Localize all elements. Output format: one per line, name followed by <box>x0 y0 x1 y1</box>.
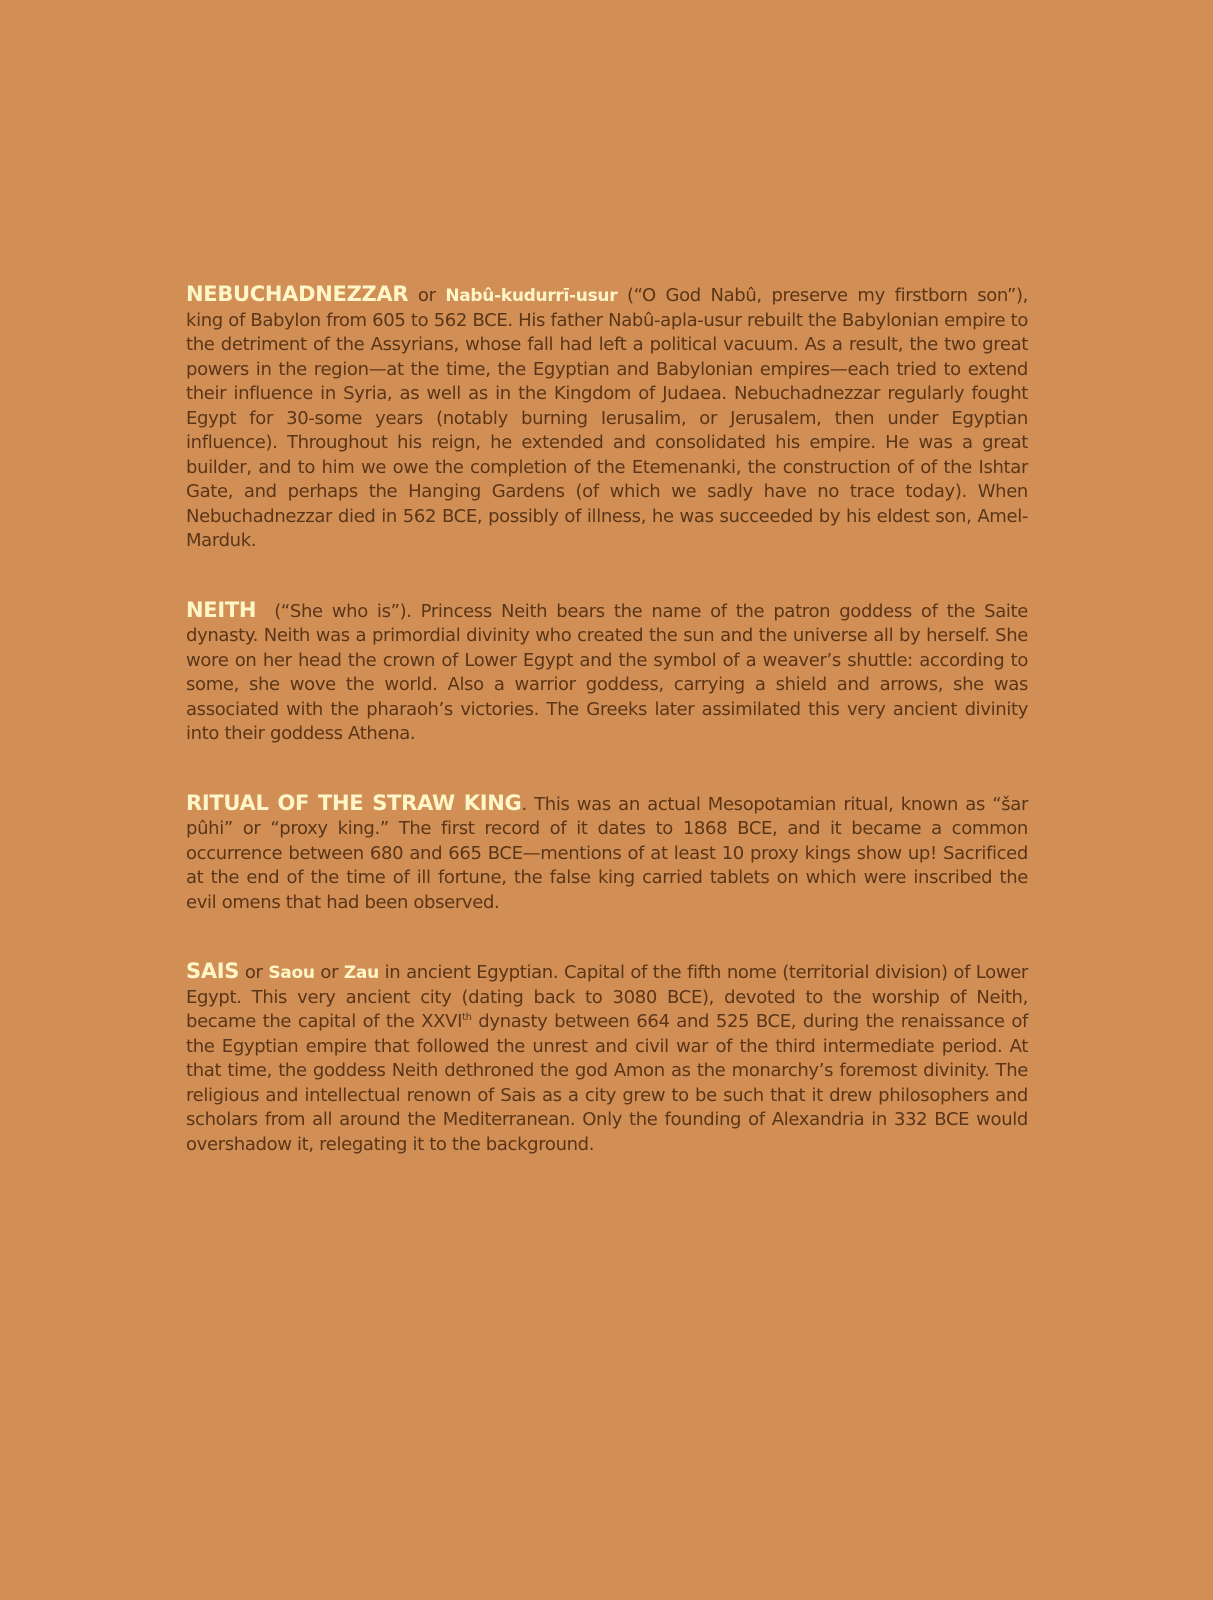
superscript: th <box>462 1012 472 1023</box>
entry-sais <box>186 959 1028 1157</box>
entry-ritual-straw-king <box>186 791 1028 916</box>
entry-alt-name: Zau <box>343 963 379 983</box>
entry-term: RITUAL OF THE STRAW KING <box>186 790 522 815</box>
entry-text: in ancient Egyptian. Capital of the fifth nome (territorial division) of Lower Egypt. This very ancient city (dating back to 3080 BCE), devoted to the worship of Neith, became the capital of the XXVI <box>186 962 1028 1032</box>
entry-text: (“O God Nabû, preserve my firstborn son”), king of Babylon from 605 to 562 BCE. His father Nabû-apla-usur rebuilt the Babylonian empire to the detriment of the Assyrians, whose fall had left a political vacuum. As a result, the two great powers in the region—at the time, the Egyptian and Babylonian empires—each tried to extend their influence in Syria, as well as in the Kingdom of Judaea. Nebuchadnezzar regularly fought Egypt for 30-some years (notably burning Ierusalim, or Jerusalem, then under Egyptian influence). Throughout his reign, he extended and consolidated his empire. He was a great builder, and to him we owe the completion of the Etemenanki, the construction of of the Ishtar Gate, and perhaps the Hanging Gardens (of which we sadly have no trace today). When Nebuchadnezzar died in 562 BCE, possibly of illness, he was succeeded by his eldest son, Amel-Marduk. <box>186 285 1028 551</box>
entry-term: SAIS <box>186 959 240 983</box>
entry-connector: or <box>314 962 344 983</box>
entry-connector: or <box>239 962 269 983</box>
entry-neith <box>186 597 1034 747</box>
glossary <box>186 282 1034 1157</box>
entry-nebuchadnezzar <box>186 282 1028 554</box>
entry-term: NEITH <box>186 597 257 622</box>
entry-term: NEBUCHADNEZZAR <box>186 282 409 306</box>
entry-text: . This was an actual Mesopotamian ritual, known as “šar pûhi” or “proxy king.” The first record of it dates to 1868 BCE, and it became a common occurrence between 680 and 665 BCE—mentions of at least 10 proxy kings show up! Sacrificed at the end of the time of ill fortune, the false king carried tablets on which were inscribed the evil omens that had been observed. <box>186 793 1029 913</box>
entry-text: (“She who is”). Princess Neith bears the name of the patron goddess of the Saite dynasty. Neith was a primordial divinity who created the sun and the universe all by herself. She wore on her head the crown of Lower Egypt and the symbol of a weaver’s shuttle: according to some, she wove the world. Also a warrior goddess, carrying a shield and arrows, she was associated with the pharaoh’s victories. The Greeks later assimilated this very ancient divinity into their goddess Athena. <box>186 600 1034 744</box>
entry-alt-name: Nabû-kudurrī-usur <box>445 286 618 306</box>
entry-alt-name: Saou <box>268 963 315 983</box>
entry-connector: or <box>408 285 446 306</box>
entry-text: dynasty between 664 and 525 BCE, during the renaissance of the Egyptian empire that followed the unrest and civil war of the third intermediate period. At that time, the goddess Neith dethroned the god Amon as the monarchy’s foremost divinity. The religious and intellectual renown of Sais as a city grew to be such that it drew philosophers and scholars from all around the Mediterranean. Only the founding of Alexandria in 332 BCE would overshadow it, relegating it to the background. <box>186 1011 1028 1155</box>
